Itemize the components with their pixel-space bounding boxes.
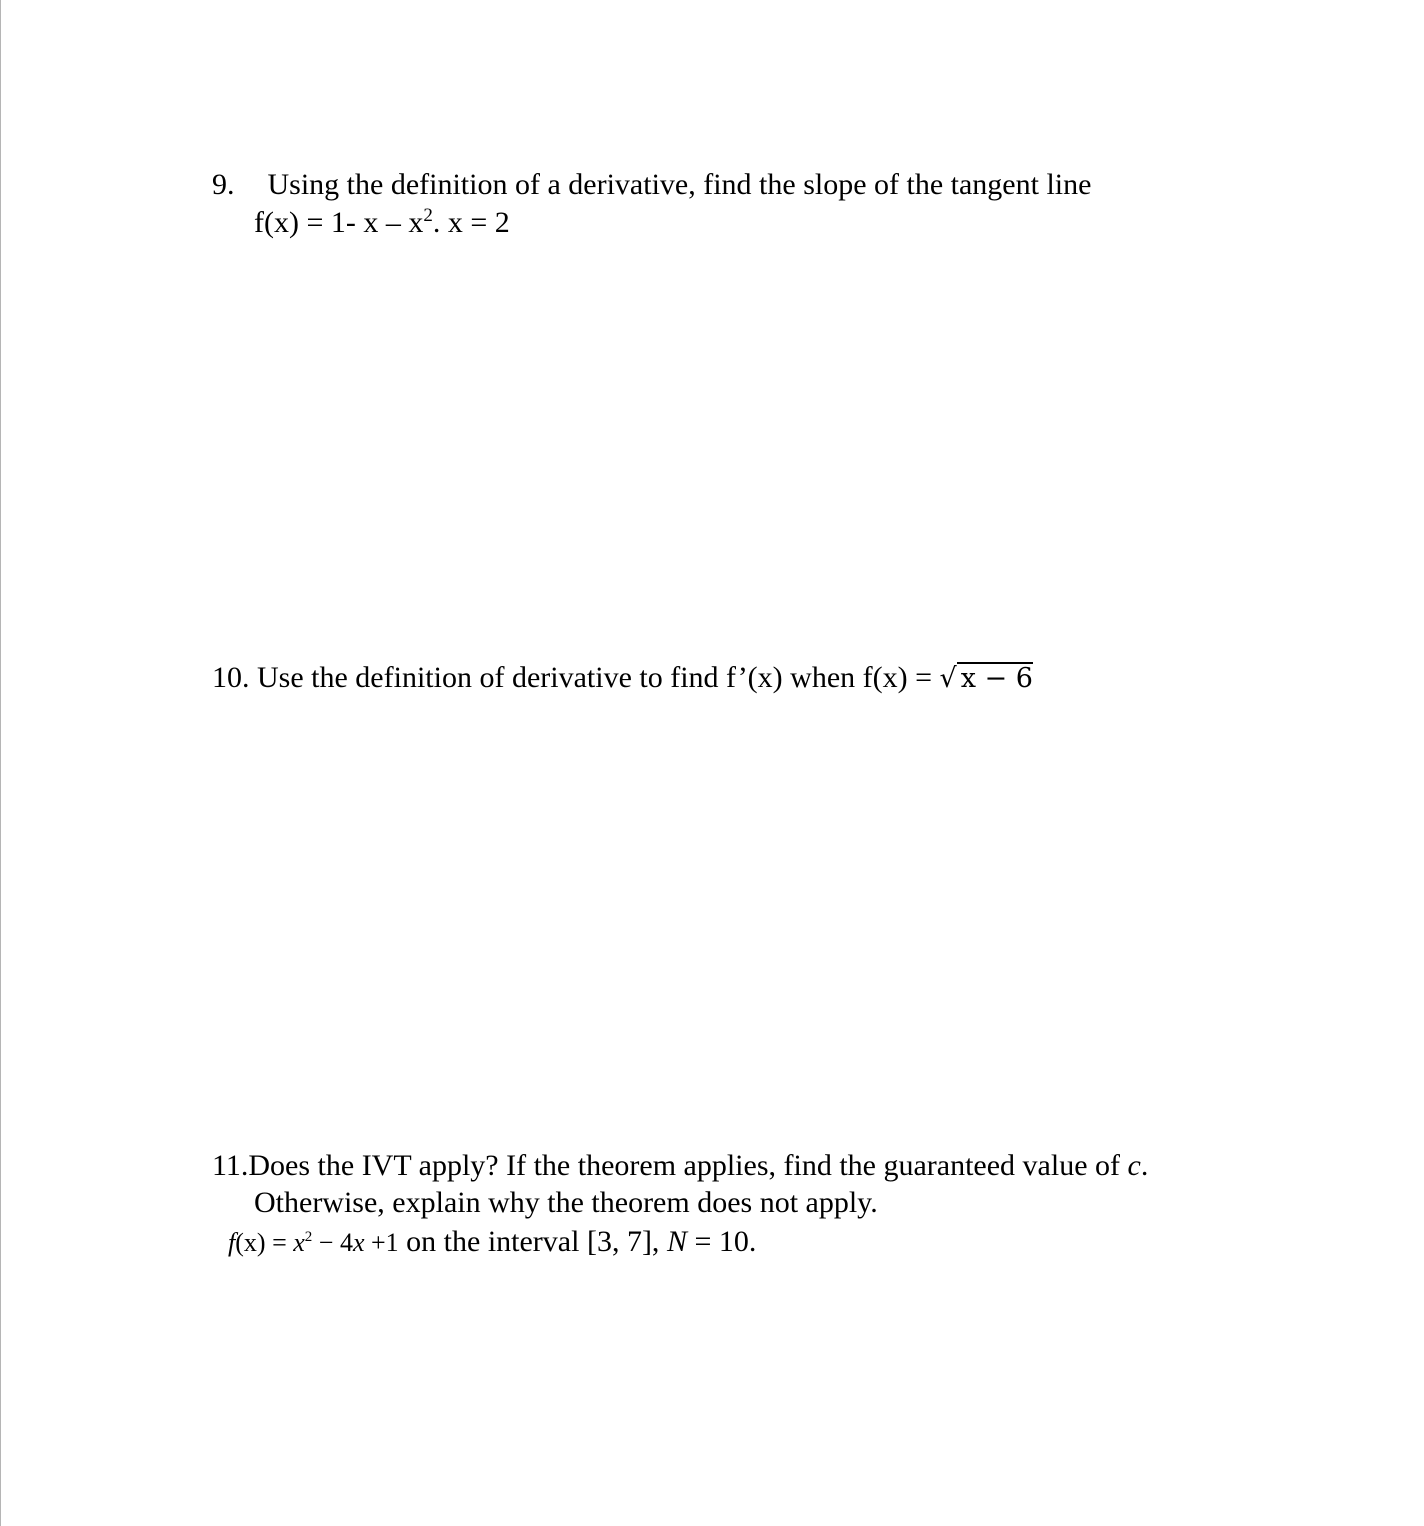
question-10-sqrt-expression — [940, 660, 1033, 697]
question-11-period: . — [1140, 1149, 1149, 1182]
question-11-prompt: Does the IVT apply? If the theorem applies, find the guaranteed value of — [248, 1149, 1121, 1182]
question-11-number: 11. — [212, 1149, 249, 1182]
question-11-prompt-line — [212, 1148, 1148, 1184]
question-11-x-linear: x — [352, 1228, 365, 1257]
question-9-prompt-line — [212, 167, 1091, 203]
sqrt-symbol: √ — [939, 663, 957, 694]
question-9-point: . x = 2 — [432, 206, 510, 239]
question-9-function: f(x) = 1- x – x — [254, 206, 424, 239]
question-11-f-arg: (x) — [235, 1228, 266, 1257]
question-10-prompt: Use the definition of derivative to find f’(x) when f(x) = — [257, 661, 933, 694]
question-11-plus-one: +1 — [364, 1228, 399, 1257]
question-11-f-name: f — [228, 1228, 236, 1257]
question-11-line-2 — [254, 1185, 878, 1221]
question-11-equals: = — [265, 1228, 294, 1257]
question-11-explain: Otherwise, explain why the theorem does not apply. — [254, 1186, 878, 1219]
question-11-minus-four: − 4 — [312, 1228, 353, 1257]
question-11-n-variable: N — [666, 1225, 687, 1258]
question-10-number: 10. — [212, 661, 250, 694]
question-11-function-line — [228, 1224, 756, 1261]
question-11-n-value: = 10. — [686, 1225, 757, 1258]
page-edge — [0, 0, 1, 1526]
question-9-exponent: 2 — [423, 205, 433, 226]
question-11-x: x — [293, 1228, 305, 1257]
question-10-radicand: x − 6 — [957, 662, 1033, 694]
question-11-interval: on the interval [3, 7], — [398, 1225, 667, 1258]
question-10-line — [212, 660, 1033, 697]
question-11-c-variable: c — [1127, 1149, 1141, 1182]
question-9-prompt: Using the definition of a derivative, find the slope of the tangent line — [267, 168, 1092, 201]
question-9-number: 9. — [212, 168, 235, 201]
question-9-function-line — [254, 205, 510, 241]
question-11-exponent: 2 — [304, 1229, 313, 1245]
